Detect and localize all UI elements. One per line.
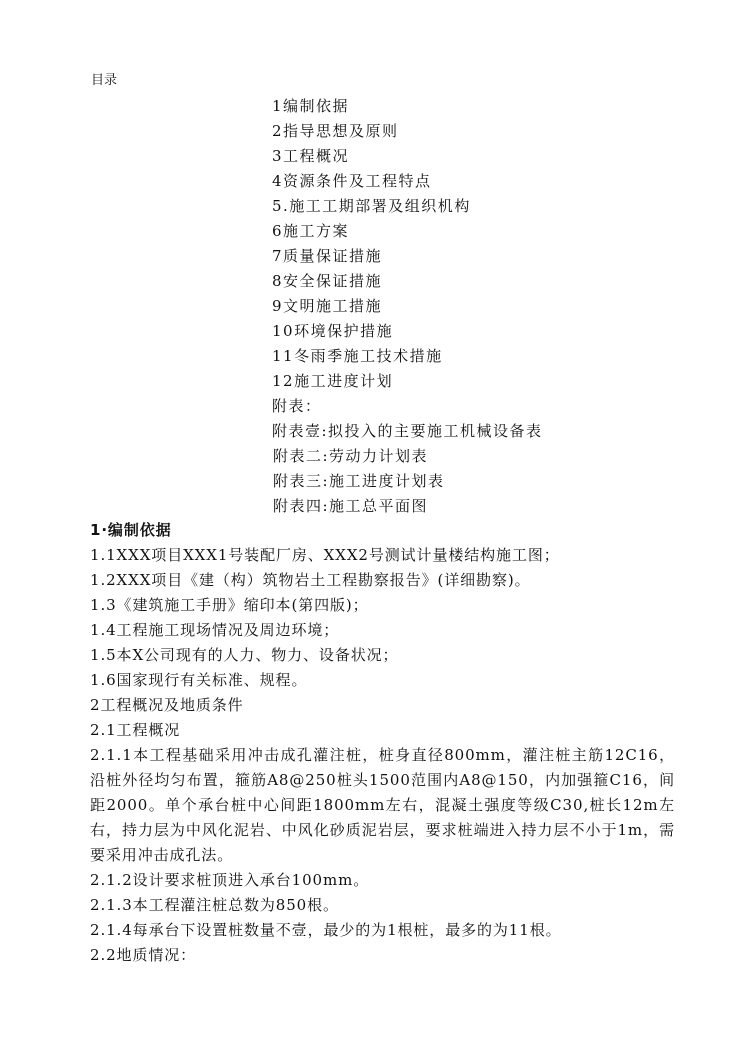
toc-item: 11冬雨季施工技术措施 — [272, 347, 443, 365]
toc-item: 9文明施工措施 — [272, 297, 383, 315]
toc-appendix-item: 附表二:劳动力计划表 — [273, 447, 429, 465]
paragraph: 2.1.1本工程基础采用冲击成孔灌注桩，桩身直径800mm，灌注桩主筋12C16，沿桩外径均匀布置，箍筋A8@250桩头1500范围内A8@150，内加强箍C16，间距2000。单个承台桩中心间距1800mm左右，混凝土强度等级C30,桩长12m左右，持力层为中风化泥岩、中风化砂质泥岩层，要求桩端进入持力层不小于1m，需要采用冲击成孔法。 — [90, 746, 675, 864]
toc-item: 4资源条件及工程特点 — [272, 172, 432, 190]
toc-heading: 目录 — [91, 73, 118, 88]
toc-item: 6施工方案 — [272, 222, 350, 240]
paragraph: 1.5本X公司现有的人力、物力、设备状况； — [90, 646, 399, 664]
toc-item: 2指导思想及原则 — [272, 122, 399, 140]
section-title: 2工程概况及地质条件 — [90, 696, 244, 714]
toc-appendix-item: 附表壹:拟投入的主要施工机械设备表 — [272, 422, 543, 440]
paragraph: 1.1XXX项目XXX1号装配厂房、XXX2号测试计量楼结构施工图； — [90, 546, 560, 564]
section-title: 1·编制依据 — [90, 521, 172, 539]
paragraph: 2.1.4每承台下设置桩数量不壹，最少的为1根桩，最多的为11根。 — [90, 921, 562, 939]
toc-item: 1编制依据 — [272, 97, 350, 115]
toc-item: 12施工进度计划 — [272, 372, 394, 390]
toc-appendix-item: 附表三:施工进度计划表 — [273, 472, 445, 490]
toc-item: 7质量保证措施 — [272, 247, 383, 265]
document-body — [90, 518, 675, 968]
paragraph: 1.6国家现行有关标准、规程。 — [90, 671, 308, 689]
subsection-title: 2.2地质情况： — [90, 946, 197, 964]
toc-item: 3工程概况 — [272, 147, 350, 165]
toc-appendix-item: 附表四:施工总平面图 — [273, 497, 429, 515]
table-of-contents — [272, 94, 543, 519]
toc-item: 8安全保证措施 — [272, 272, 383, 290]
toc-item: 5.施工工期部署及组织机构 — [272, 197, 471, 215]
toc-item: 10环境保护措施 — [272, 322, 394, 340]
subsection-title: 2.1工程概况 — [90, 721, 181, 739]
toc-appendix-heading: 附表： — [272, 397, 322, 415]
paragraph: 1.3《建筑施工手册》缩印本(第四版)； — [90, 596, 369, 614]
paragraph: 1.2XXX项目《建（构）筑物岩土工程勘察报告》(详细勘察)。 — [90, 571, 531, 589]
paragraph: 1.4工程施工现场情况及周边环境； — [90, 621, 340, 639]
paragraph: 2.1.2设计要求桩顶进入承台100mm。 — [90, 871, 370, 889]
paragraph: 2.1.3本工程灌注桩总数为850根。 — [90, 896, 339, 914]
